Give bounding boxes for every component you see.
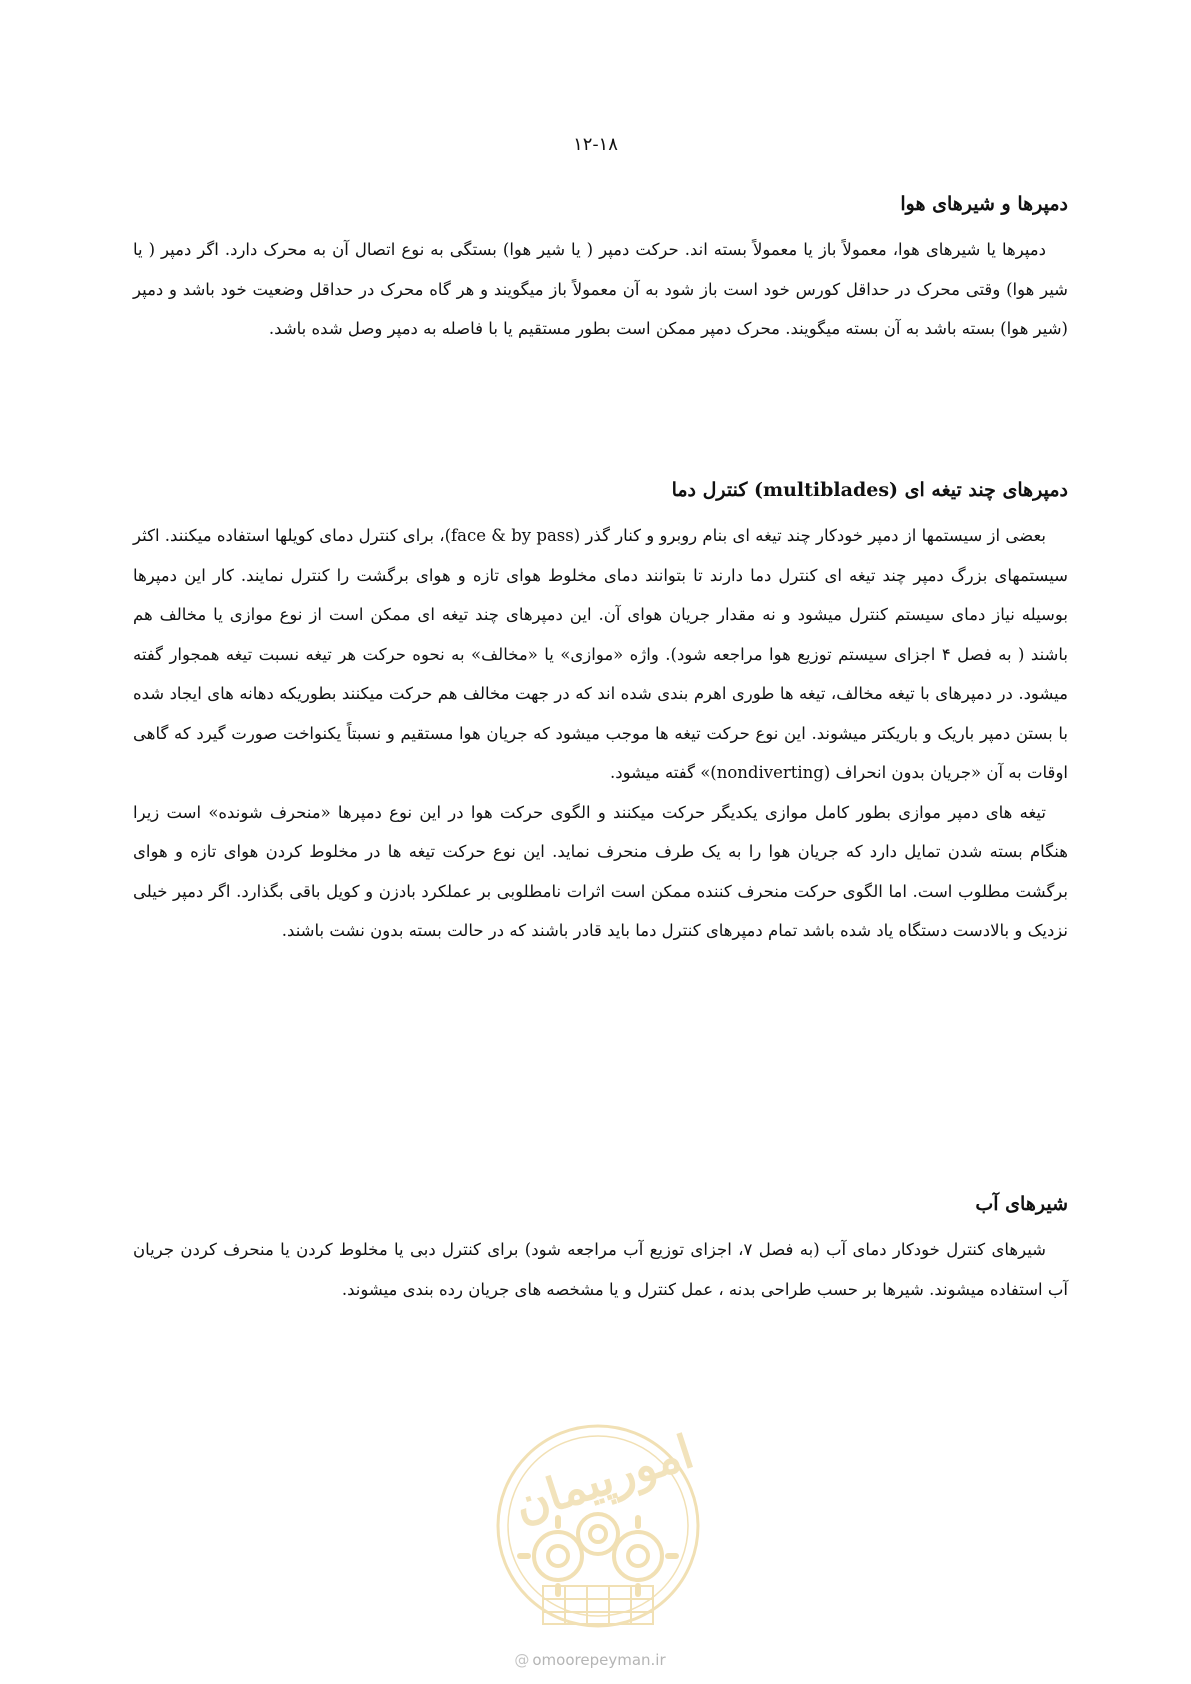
watermark-url-text: omoorepeyman.ir xyxy=(532,1651,666,1669)
section-heading: دمپرهای چند تیغه ای (multiblades) کنترل دما xyxy=(671,479,1068,501)
at-icon: @ xyxy=(514,1651,530,1669)
page-number: ۱۲-۱۸ xyxy=(573,134,618,155)
watermark-url xyxy=(490,1651,690,1669)
section-dampers xyxy=(133,192,1068,349)
section-multiblade-dampers xyxy=(133,478,1068,951)
section-paragraph: شیرهای کنترل خودکار دمای آب (به فصل ۷، اجزای توزیع آب مراجعه شود) برای کنترل دبی یا مخلوط کردن یا منحرف کردن جریان آب استفاده میشوند. شیرها بر حسب طراحی بدنه ، عمل کنترل و یا مشخصه های جریان رده بندی میشوند. xyxy=(133,1240,1068,1299)
section-water-valves xyxy=(133,1192,1068,1309)
svg-text:امورپیمان: امورپیمان xyxy=(507,1424,700,1533)
section-heading: شیرهای آب xyxy=(975,1193,1068,1215)
section-paragraph: بعضی از سیستمها از دمپر خودکار چند تیغه ای بنام روبرو و کنار گذر (face & by pass)، برای کنترل دمای کویلها استفاده میکنند. اکثر سیستمهای بزرگ دمپر چند تیغه ای کنترل دما دارند تا بتوانند دمای مخلوط هوای تازه و هوای برگشت را کنترل نمایند. کار این دمپرها بوسیله نیاز دمای سیستم کنترل میشود و نه مقدار جریان هوای آن. این دمپرهای چند تیغه ای ممکن است از نوع موازی یا مخالف هم باشند ( به فصل ۴ اجزای سیستم توزیع هوا مراجعه شود). واژه «موازی» یا «مخالف» به نحوه حرکت هر تیغه نسبت تیغه همجوار گفته میشود. در دمپرهای با تیغه مخالف، تیغه ها طوری اهرم بندی شده اند که در جهت مخالف هم حرکت میکنند بطوریکه دهانه های ایجاد شده با بستن دمپر باریک و باریکتر میشوند. این نوع حرکت تیغه ها موجب میشود که جریان هوا مستقیم و نسبتاً یکنواخت صورت گیرد که گاهی اوقات به آن «جریان بدون انحراف (nondiverting)» گفته میشود. xyxy=(133,526,1068,782)
section-heading: دمپرها و شیرهای هوا xyxy=(900,193,1068,215)
watermark-logo-icon xyxy=(488,1416,708,1646)
section-paragraph: تیغه های دمپر موازی بطور کامل موازی یکدیگر حرکت میکنند و الگوی حرکت هوا در این نوع دمپرها «منحرف شونده» است زیرا هنگام بسته شدن تمایل دارد که جریان هوا را به یک طرف منحرف نماید. این نوع حرکت تیغه ها در مخلوط کردن هوای تازه و هوای برگشت مطلوب است. اما الگوی حرکت منحرف کننده ممکن است اثرات نامطلوبی بر عملکرد بادزن و کویل باقی بگذارد. اگر دمپر خیلی نزدیک و بالادست دستگاه یاد شده باشد تمام دمپرهای کنترل دما باید قادر باشند که در حالت بسته بدون نشت باشند. xyxy=(133,802,1068,940)
section-paragraph: دمپرها یا شیرهای هوا، معمولاً باز یا معمولاً بسته اند. حرکت دمپر ( یا شیر هوا) بستگی به نوع اتصال آن به محرک دارد. اگر دمپر ( یا شیر هوا) وقتی محرک در حداقل کورس خود است باز شود به آن معمولاً باز میگویند و هر گاه محرک در حداقل وضعیت خود باشد و دمپر (شیر هوا) بسته باشد به آن بسته میگویند. محرک دمپر ممکن است بطور مستقیم یا با فاصله به دمپر وصل شده باشد. xyxy=(133,240,1068,338)
